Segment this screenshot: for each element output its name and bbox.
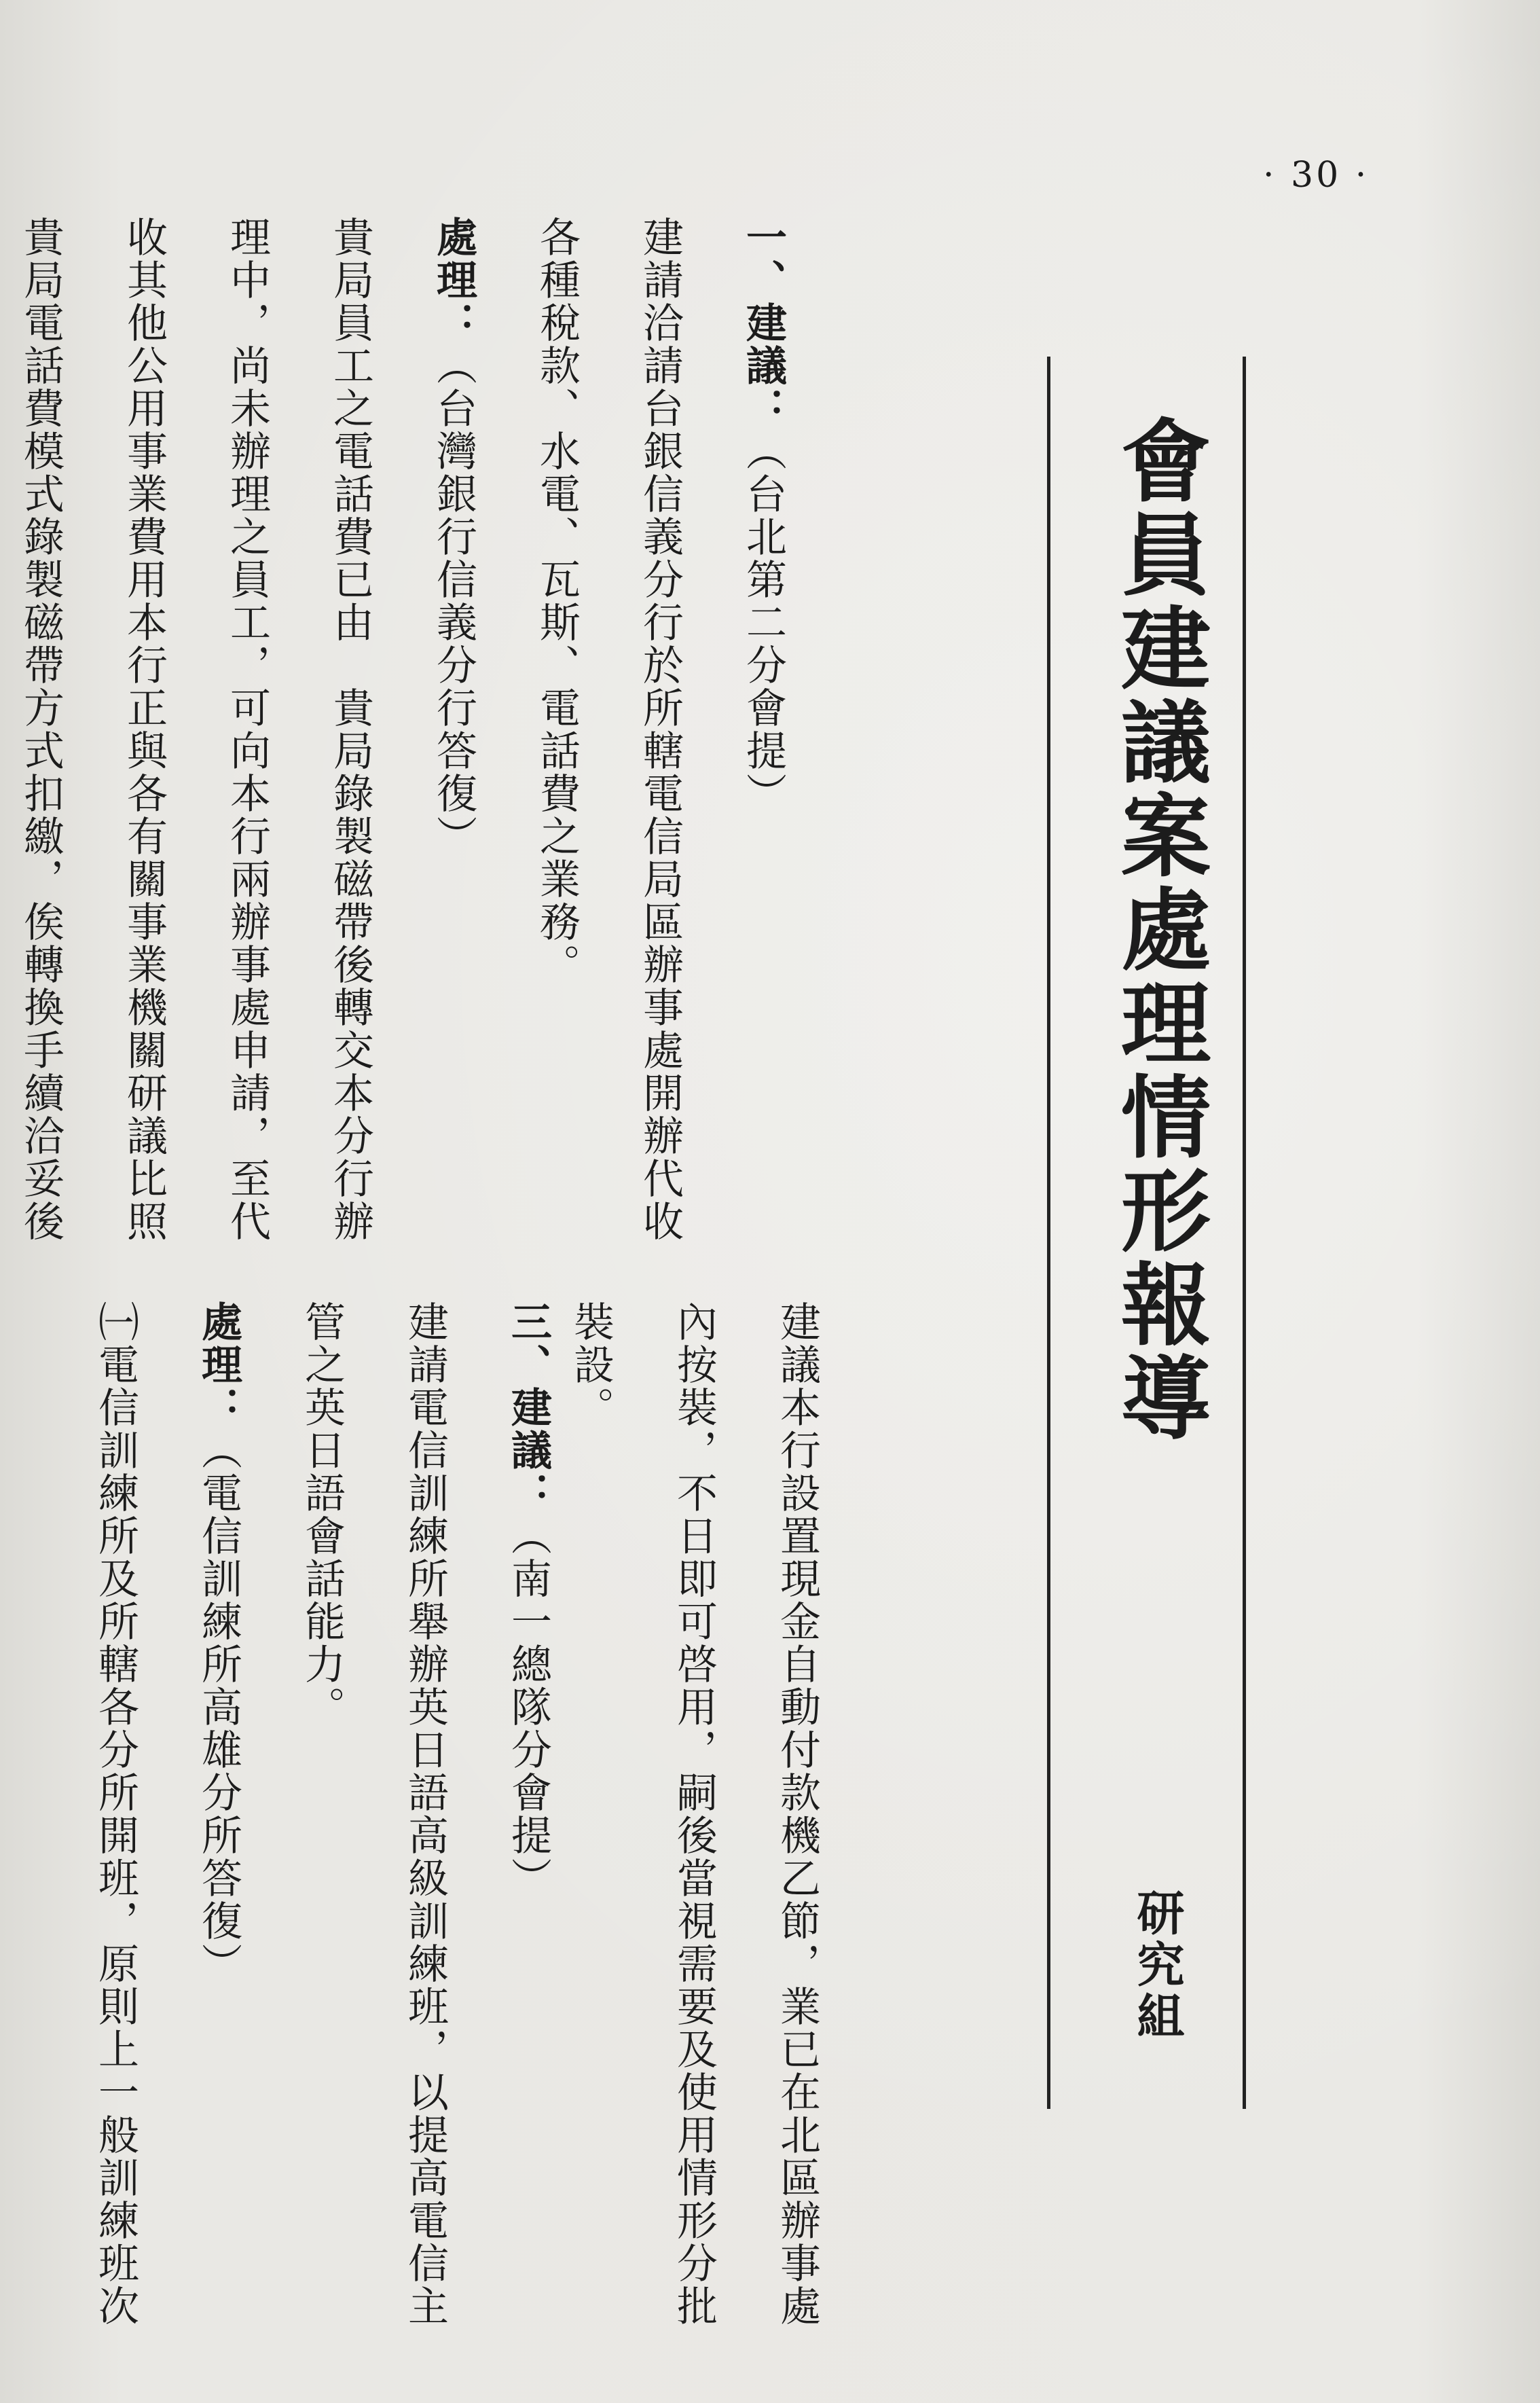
item3-suggest-label: 三、建議： [505, 1301, 552, 1515]
item2-cont-text-1: 建議本行設置現金自動付款機乙節，業已在北區辦事處 [773, 1301, 821, 2328]
item3-handle-text-1: ㈠電信訓練所及所轄各分所開班，原則上一般訓練班次 [92, 1301, 139, 2328]
item1-suggest-source: （台北第二分會提） [739, 430, 787, 815]
item1-handle-text-1: 貴局員工之電話費已由 貴局錄製磁帶後轉交本分行辦 [327, 216, 374, 1243]
item1-suggest-text-2: 各種稅款、水電、瓦斯、電話費之業務。 [533, 216, 581, 986]
item3-handle-line [187, 1301, 291, 2360]
item3-handle-source: （電信訓練所高雄分所答復） [195, 1429, 242, 1985]
item3-suggest-text-1: 建請電信訓練所舉辦英日語高級訓練班，以提高電信主 [401, 1301, 449, 2328]
lower-text-block [92, 1301, 869, 2360]
item1-handle-line [422, 216, 526, 1276]
item1-handle-text-5 [0, 216, 10, 1276]
item3-handle-text-2 [0, 1301, 84, 2360]
item1-suggest-label: 一、建議： [739, 216, 787, 430]
title-rule-left [1047, 357, 1050, 2109]
item1-handle-text-3: 收其他公用事業費用本行正與各有關事業機關研議比照 [120, 216, 168, 1243]
item1-suggest-line [732, 216, 794, 1276]
item1-handle-label: 處理： [430, 216, 477, 344]
item3-suggest-text-2: 管之英日語會話能力。 [298, 1301, 346, 1729]
item1-handle-source: （台灣銀行信義分行答復） [430, 344, 477, 858]
item3-suggest-source: （南一總隊分會提） [505, 1515, 552, 1900]
item3-suggest-line [497, 1301, 560, 2360]
item1-handle-text-4: 貴局電話費模式錄製磁帶方式扣繳，俟轉換手續洽妥後 [17, 216, 65, 1243]
item1-suggest-text-1: 建請洽請台銀信義分行於所轄電信局區辦事處開辦代收 [636, 216, 684, 1243]
item2-cont-text-2: 內按裝，不日即可啓用，嗣後當視需要及使用情形分批 [670, 1301, 718, 2328]
item1-handle-text-2: 理中，尚未辦理之員工，可向本行兩辦事處申請，至代 [223, 216, 271, 1243]
item2-cont-text-3: 裝設。 [567, 1301, 615, 1429]
article-author: 研究組 [1129, 1888, 1185, 2043]
page-number: · 30 · [1263, 155, 1370, 196]
upper-text-block [17, 216, 794, 1276]
item3-handle-label: 處理： [195, 1301, 242, 1429]
title-rule-right [1243, 357, 1246, 2109]
article-title: 會員建議案處理情形報導 [1105, 414, 1210, 1445]
